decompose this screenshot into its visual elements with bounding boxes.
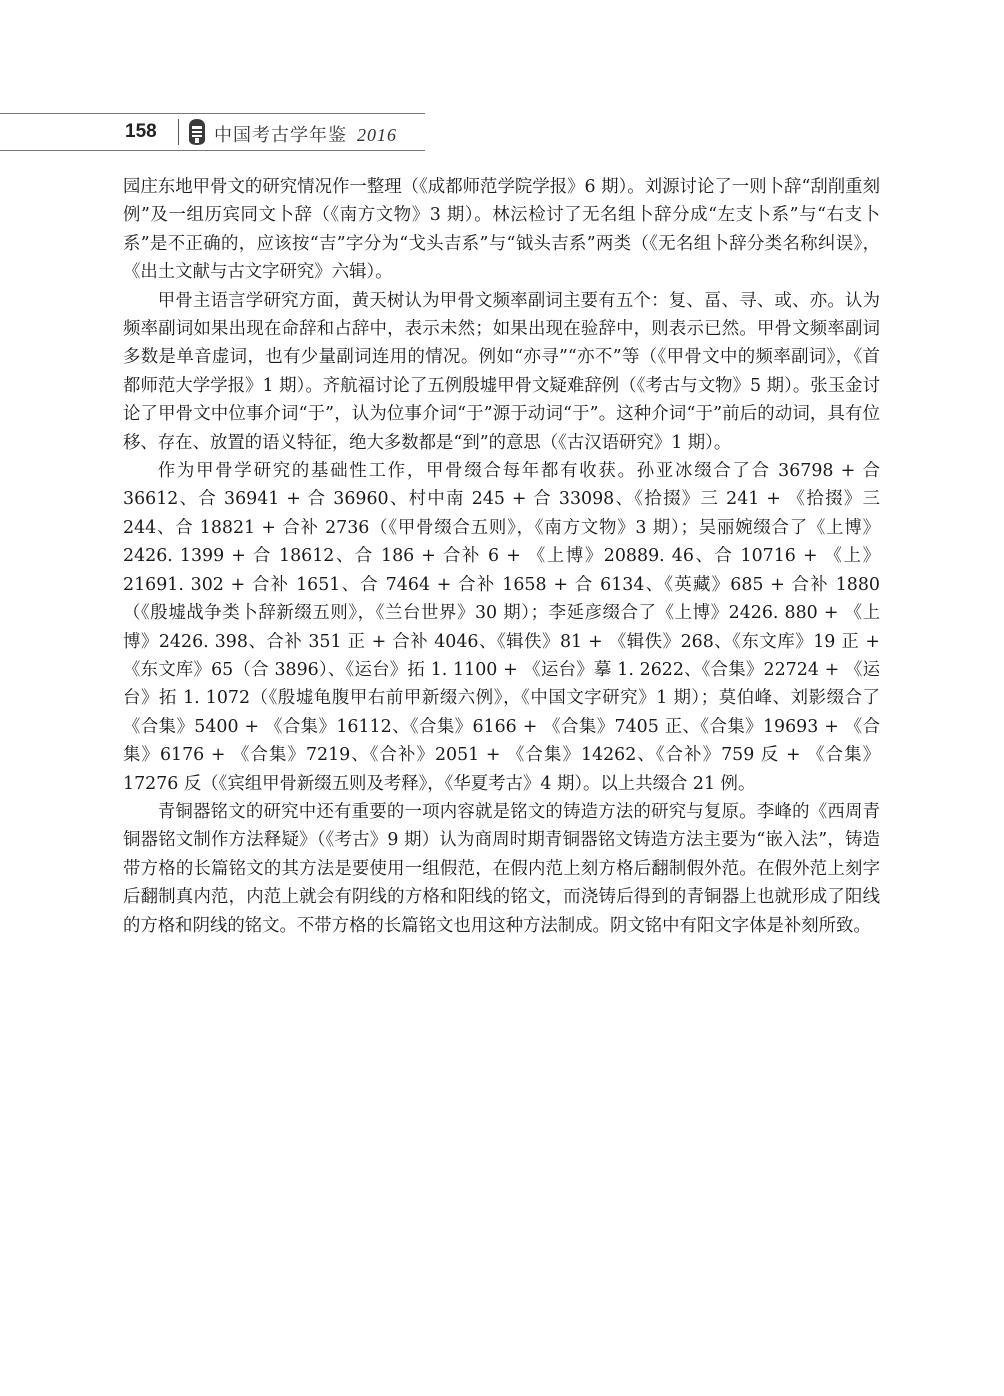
paragraph-rejoining: 作为甲骨学研究的基础性工作，甲骨缀合每年都有收获。孙亚冰缀合了合 36798 + 合 36612、合 36941 + 合 36960、村中南 245 + 合 33098、《拾掇》三 241 + 《拾掇》三 244、合 18821 + 合补 2736（《甲骨缀合五则》，《南方文物》3 期）；吴丽婉缀合了《上博》2426. 1399 + 合 18612、合 186 + 合补 6 + 《上博》20889. 46、合 10716 + 《上》21691. 302 + 合补 1651、合 7464 + 合补 1658 + 合 6134、《英藏》685 + 合补 1880（《殷墟战争类卜辞新缀五则》，《兰台世界》30 期）；李延彦缀合了《上博》2426. 880 + 《上博》2426. 398、合补 351 正 + 合补 4046、《辑佚》81 + 《辑佚》268、《东文库》19 正 + 《东文库》65（合 3896）、《运台》拓 1. 1100 + 《运台》摹 1. 2622、《合集》22724 + 《运台》拓 1. 1072（《殷墟龟腹甲右前甲新缀六例》，《中国文字研究》1 期）；莫伯峰、刘影缀合了《合集》5400 + 《合集》16112、《合集》6166 + 《合集》7405 正、《合集》19693 + 《合集》6176 + 《合集》7219、《合补》2051 + 《合集》14262、《合补》759 反 + 《合集》17276 反（《宾组甲骨新缀五则及考释》，《华夏考古》4 期）。以上共缀合 21 例。 — [123, 461, 880, 794]
paragraph-oracle-bone-studies: 园庄东地甲骨文的研究情况作一整理（《成都师范学院学报》6 期）。刘源讨论了一则卜辞“刮削重刻例”及一组历宾同文卜辞（《南方文物》3 期）。林沄检讨了无名组卜辞分成“左支卜系”与“右支卜系”是不正确的，应该按“吉”字分为“戈头吉系”与“钺头吉系”两类（《无名组卜辞分类名称纠误》，《出土文献与古文字研究》六辑）。 — [123, 177, 880, 283]
paragraph-linguistics: 甲骨主语言学研究方面，黄天树认为甲骨文频率副词主要有五个：复、畐、寻、或、亦。认为频率副词如果出现在命辞和占辞中，表示未然；如果出现在验辞中，则表示已然。甲骨文频率副词多数是单音虚词，也有少量副词连用的情况。例如“亦寻”“亦不”等（《甲骨文中的频率副词》，《首都师范大学学报》1 期）。齐航福讨论了五例殷墟甲骨文疑难辞例（《考古与文物》5 期）。张玉金讨论了甲骨文中位事介词“于”，认为位事介词“于”源于动词“于”。这种介词“于”前后的动词，具有位移、存在、放置的语义特征，绝大多数都是“到”的意思（《古汉语研究》1 期）。 — [123, 290, 880, 453]
yearbook-title: 中国考古学年鉴 — [214, 125, 347, 146]
running-title — [214, 121, 397, 147]
book-seal-icon — [186, 118, 208, 146]
header-bottom-rule — [0, 150, 425, 151]
running-header — [0, 113, 425, 151]
header-top-rule — [0, 113, 425, 114]
page-number: 158 — [125, 121, 157, 142]
header-divider — [178, 119, 179, 145]
article-body — [123, 173, 880, 940]
yearbook-year: 2016 — [357, 125, 397, 145]
paragraph-bronze-inscriptions: 青铜器铭文的研究中还有重要的一项内容就是铭文的铸造方法的研究与复原。李峰的《西周青铜器铭文制作方法释疑》（《考古》9 期）认为商周时期青铜器铭文铸造方法主要为“嵌入法”，铸造带方格的长篇铭文的其方法是要使用一组假范，在假内范上刻方格后翻制假外范。在假外范上刻字后翻制真内范，内范上就会有阴线的方格和阳线的铭文，而浇铸后得到的青铜器上也就形成了阳线的方格和阴线的铭文。不带方格的长篇铭文也用这种方法制成。阴文铭中有阳文字体是补刻所致。 — [123, 801, 880, 936]
